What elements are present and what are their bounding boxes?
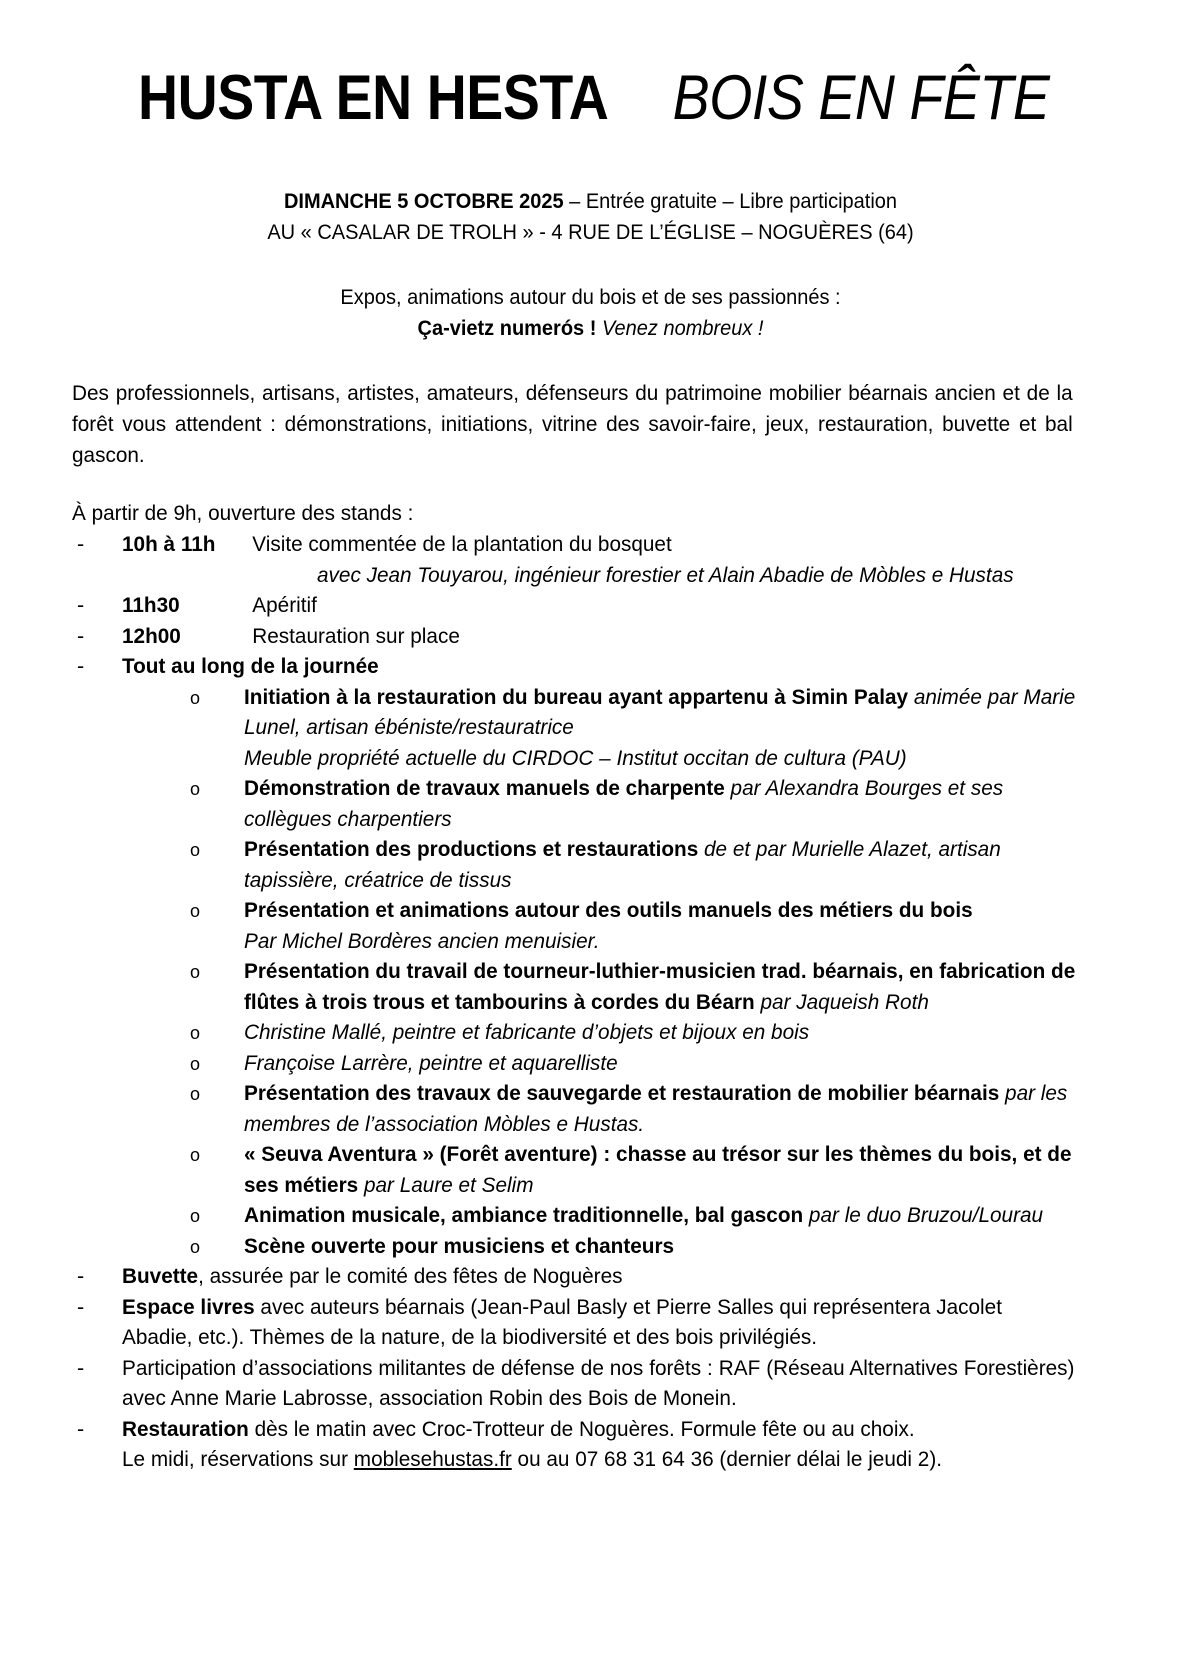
spacer: [72, 471, 1109, 498]
dash-marker: -: [77, 1416, 85, 1441]
all-day-item: [182, 1139, 1109, 1200]
circle-marker: o: [190, 1084, 201, 1104]
title-sub: BOIS EN FÊTE: [672, 63, 1050, 133]
schedule-item: [72, 529, 1109, 590]
all-day-list: [182, 682, 1109, 1262]
all-day-bold: Présentation du travail de tourneur-luthier-musicien trad. béarnais, en fabrication de flûtes à trois trous et tambourins à cordes du Béarn: [244, 959, 1076, 1014]
schedule-time: 12h00: [122, 623, 181, 648]
circle-marker: o: [190, 1023, 201, 1043]
all-day-italic: par Alexandra Bourges et ses collègues charpentiers: [244, 776, 1004, 831]
dash-marker: -: [77, 532, 85, 556]
all-day-text: [244, 1078, 1079, 1139]
circle-marker: o: [190, 901, 201, 921]
schedule-time: 10h à 11h: [122, 532, 216, 556]
schedule-row: [122, 621, 1074, 652]
all-day-bold: Scène ouverte pour musiciens et chanteurs: [244, 1233, 675, 1258]
schedule-text: Visite commentée de la plantation du bosquet: [252, 532, 672, 556]
circle-marker: o: [190, 1206, 201, 1226]
all-day-text: [244, 1048, 1079, 1079]
all-day-item: [182, 1017, 1109, 1048]
all-day-italic: par Laure et Selim: [358, 1172, 534, 1197]
closing-item: [72, 1292, 1109, 1353]
event-date: DIMANCHE 5 OCTOBRE 2025: [283, 189, 564, 213]
all-day-item: [182, 1078, 1109, 1139]
event-date-rest: – Entrée gratuite – Libre participation: [563, 189, 898, 213]
schedule-text: Restauration sur place: [252, 623, 460, 648]
closing-item: [72, 1353, 1109, 1414]
all-day-extra: [244, 926, 1079, 957]
all-day-label: Tout au long de la journée: [122, 654, 379, 678]
circle-marker: o: [190, 687, 201, 708]
circle-marker: o: [190, 962, 201, 982]
poster-title: [72, 62, 1109, 134]
reservation-after: ou au 07 68 31 64 36 (dernier délai le jeudi 2).: [511, 1447, 943, 1471]
all-day-extra-text: Par Michel Bordères ancien menuisier.: [244, 928, 600, 953]
all-day-bold: Initiation à la restauration du bureau ayant appartenu à Simin Palay: [244, 684, 909, 709]
all-day-text: [244, 1200, 1079, 1231]
closing-rest: , assurée par le comité des fêtes de Noguères: [198, 1264, 623, 1288]
all-day-item: [182, 682, 1109, 774]
dash-marker: -: [77, 1355, 85, 1380]
spacer: [72, 344, 1109, 378]
all-day-bold: Présentation des productions et restaurations: [244, 837, 699, 861]
event-slogan: [108, 313, 1072, 344]
circle-marker: o: [190, 1053, 201, 1074]
all-day-bold: Présentation des travaux de sauvegarde et restauration de mobilier béarnais: [244, 1081, 1000, 1105]
circle-marker: o: [190, 779, 201, 799]
restauration-item: [72, 1414, 1109, 1475]
reservation-before: Le midi, réservations sur: [122, 1447, 354, 1471]
all-day-text: [244, 834, 1079, 895]
schedule-note: avec Jean Touyarou, ingénieur forestier et Alain Abadie de Mòbles e Hustas: [317, 562, 1014, 587]
all-day-text: [244, 895, 1079, 926]
circle-marker: o: [190, 1145, 201, 1165]
all-day-italic: par le duo Bruzou/Lourau: [803, 1203, 1044, 1227]
all-day-item: [182, 1231, 1109, 1262]
spacer: [72, 248, 1109, 282]
schedule-lead: À partir de 9h, ouverture des stands :: [72, 501, 414, 525]
all-day-bold: Démonstration de travaux manuels de charpente: [244, 776, 725, 800]
closing-text: Participation d’associations militantes de défense de nos forêts : RAF (Réseau Alternatives Forestières) avec Anne Marie Labrosse, association Robin des Bois de Monein.: [122, 1355, 1075, 1410]
schedule-row: [122, 529, 1074, 560]
all-day-text: [244, 1231, 1079, 1262]
all-day-italic: de et par Murielle Alazet, artisan tapissière, créatrice de tissus: [244, 837, 1001, 892]
dash-marker: -: [77, 654, 85, 678]
all-day-text: [244, 682, 1079, 743]
intro-paragraph: Des professionnels, artisans, artistes, amateurs, défenseurs du patrimoine mobilier béarnais ancien et de la forêt vous attendent : démonstrations, initiations, vitrine des savoir-faire, jeux, restauration, buvette et bal gascon.: [72, 381, 1073, 467]
restauration-rest: dès le matin avec Croc-Trotteur de Noguères. Formule fête ou au choix.: [248, 1416, 915, 1441]
dash-marker: -: [77, 623, 85, 648]
closing-rest: avec auteurs béarnais (Jean-Paul Basly et Pierre Salles qui représentera Jacolet Abadie, etc.). Thèmes de la nature, de la biodiversité et des bois privilégiés.: [122, 1294, 1002, 1349]
all-day-italic: par Jaqueish Roth: [754, 989, 929, 1014]
all-day-extra-text: Meuble propriété actuelle du CIRDOC – Institut occitan de cultura (PAU): [244, 745, 907, 770]
restauration-bold: Restauration: [122, 1416, 249, 1441]
schedule-time: 11h30: [122, 593, 180, 617]
all-day-item: [182, 895, 1109, 956]
event-tagline: Expos, animations autour du bois et de ses passionnés :: [340, 285, 841, 309]
event-venue: AU « CASALAR DE TROLH » - 4 RUE DE L’ÉGLISE – NOGUÈRES (64): [267, 220, 914, 244]
all-day-extra: [244, 743, 1079, 774]
all-day-bold: « Seuva Aventura » (Forêt aventure) : chasse au trésor sur les thèmes du bois, et de ses métiers: [244, 1142, 1072, 1197]
event-date-line: [108, 186, 1072, 217]
schedule-item: [72, 590, 1109, 621]
all-day-item: [182, 773, 1109, 834]
dash-marker: -: [77, 593, 85, 617]
all-day-item: [182, 956, 1109, 1017]
closing-bold: Espace livres: [122, 1294, 255, 1319]
all-day-item: [182, 834, 1109, 895]
schedule-row: [122, 590, 1074, 621]
all-day-heading-item: [72, 651, 1109, 1261]
all-day-item: [182, 1200, 1109, 1231]
title-main: HUSTA EN HESTA: [138, 63, 609, 133]
dash-marker: -: [77, 1294, 85, 1319]
all-day-italic: animée par Marie Lunel, artisan ébéniste/restauratrice: [244, 684, 1076, 739]
all-day-heading: [122, 651, 1074, 682]
schedule-text: Apéritif: [252, 593, 317, 617]
slogan-french: Venez nombreux !: [596, 316, 764, 340]
closing-bold: Buvette: [122, 1264, 199, 1288]
all-day-bold: Présentation et animations autour des outils manuels des métiers du bois: [244, 898, 973, 922]
website-link[interactable]: moblesehustas.fr: [353, 1447, 512, 1471]
schedule-item: [72, 621, 1109, 652]
all-day-text: [244, 1139, 1079, 1200]
closing-text: [122, 1292, 1074, 1353]
slogan-occitan: Ça-vietz numerós !: [417, 316, 597, 340]
all-day-italic: Christine Mallé, peintre et fabricante d’objets et bijoux en bois: [244, 1020, 810, 1044]
circle-marker: o: [190, 1236, 201, 1257]
all-day-text: [244, 1017, 1079, 1048]
all-day-item: [182, 1048, 1109, 1079]
all-day-bold: Animation musicale, ambiance traditionnelle, bal gascon: [244, 1203, 804, 1227]
circle-marker: o: [190, 840, 201, 860]
all-day-text: [244, 956, 1079, 1017]
all-day-italic: Françoise Larrère, peintre et aquarelliste: [244, 1050, 618, 1075]
schedule-list: [72, 529, 1109, 1475]
closing-text: [122, 1261, 1074, 1292]
all-day-italic: par les membres de l’association Mòbles e Hustas.: [244, 1081, 1068, 1136]
all-day-text: [244, 773, 1079, 834]
dash-marker: -: [77, 1264, 85, 1288]
reservation-line: [122, 1444, 1074, 1475]
closing-item: [72, 1261, 1109, 1292]
restauration-text: [122, 1414, 1074, 1445]
